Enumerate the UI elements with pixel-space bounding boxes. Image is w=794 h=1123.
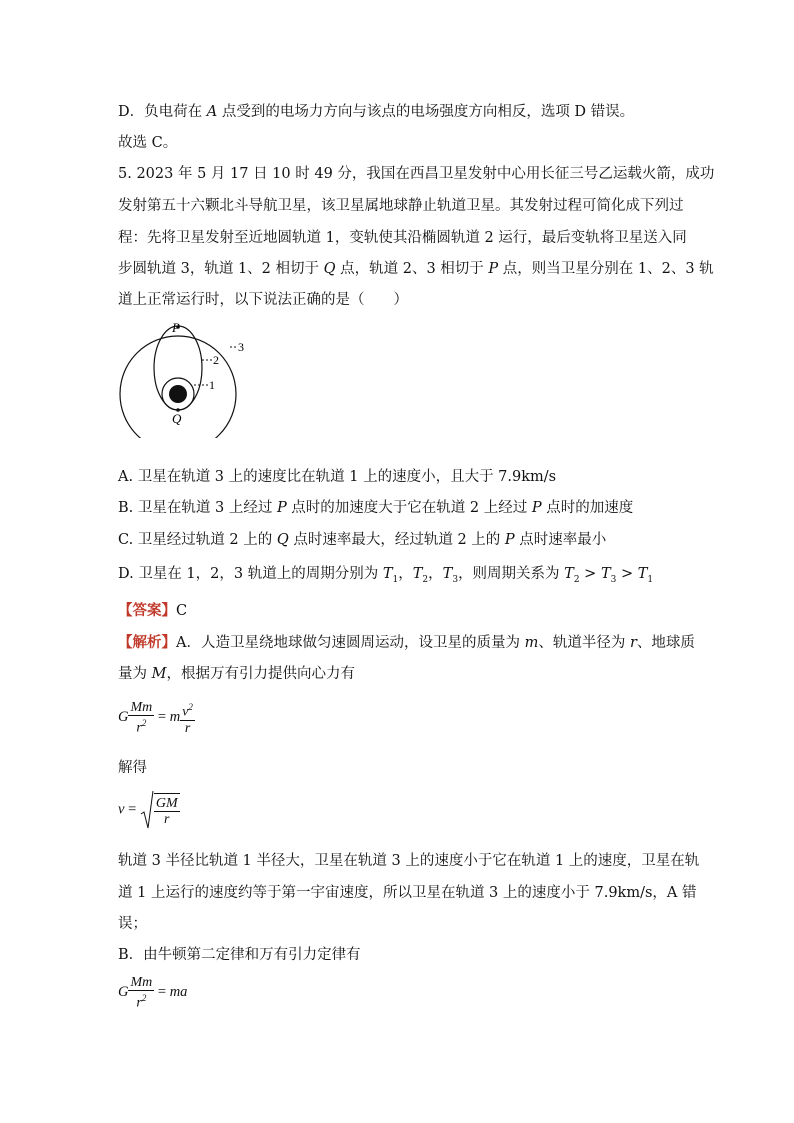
option-d-previous: D．负电荷在 A 点受到的电场力方向与该点的电场强度方向相反，选项 D 错误。 <box>118 104 635 120</box>
question-5-line-1: 5. 2023 年 5 月 17 日 10 时 49 分，我国在西昌卫星发射中心用长征三号乙运载火箭，成功 <box>118 166 715 182</box>
question-5-line-4: 步圆轨道 3，轨道 1、2 相切于 Q 点，轨道 2、3 相切于 P 点，则当卫星分别在 1、2、3 轨 <box>118 261 714 277</box>
formula-newton-second: G $\frac{Mm}{r^2}$ = ma <box>118 975 188 1011</box>
label-orbit-2: 2 <box>213 353 219 367</box>
question-5-line-5: 道上正常运行时，以下说法正确的是（ ） <box>118 292 408 308</box>
earth <box>169 385 187 403</box>
question-5-line-3: 程：先将卫星发射至近地圆轨道 1，变轨使其沿椭圆轨道 2 运行，最后变轨将卫星送入同 <box>118 230 687 246</box>
formula-velocity: v = $\frac{GM}{r}$ <box>118 790 180 830</box>
option-c: C. 卫星经过轨道 2 上的 Q 点时速率最大，经过轨道 2 上的 P 点时速率最小 <box>118 532 607 548</box>
analysis-line-6: B．由牛顿第二定律和万有引力定律有 <box>118 947 361 963</box>
label-q: Q <box>172 411 182 426</box>
option-d: D. 卫星在 1，2，3 轨道上的周期分别为 $T_1$，$T_2$，$T_3$，则周期关系为 $T_2 > T_3 > T_1$ <box>118 566 654 585</box>
option-b: B. 卫星在轨道 3 上经过 P 点时的加速度大于它在轨道 2 上经过 P 点时的加速度 <box>118 500 634 516</box>
analysis-line-3: 轨道 3 半径比轨道 1 半径大，卫星在轨道 3 上的速度小于它在轨道 1 上的速度，卫星在轨 <box>118 853 700 869</box>
analysis-line-5: 误； <box>118 916 147 932</box>
question-5-line-2: 发射第五十六颗北斗导航卫星，该卫星属地球静止轨道卫星。其发射过程可简化成下列过 <box>118 198 684 214</box>
option-a: A. 卫星在轨道 3 上的速度比在轨道 1 上的速度小，且大于 7.9km/s <box>118 469 557 485</box>
analysis-line-1: 【解析】A．人造卫星绕地球做匀速圆周运动，设卫星的质量为 m、轨道半径为 r、地球质 <box>118 634 695 651</box>
conclusion-previous: 故选 C。 <box>118 135 178 151</box>
label-orbit-3: 3 <box>238 340 244 354</box>
orbit-diagram <box>118 318 308 438</box>
analysis-line-4: 道 1 上运行的速度约等于第一宇宙速度，所以卫星在轨道 3 上的速度小于 7.9km/s，A 错 <box>118 885 697 901</box>
analysis-line-2: 量为 M，根据万有引力提供向心力有 <box>118 666 355 682</box>
formula-gravity-centripetal: G $\frac{Mm}{r^2}$ = m $\frac{v^2}{r}$ <box>118 700 193 736</box>
solve-label: 解得 <box>118 760 147 776</box>
label-p: P <box>172 320 180 335</box>
sqrt-symbol <box>140 790 154 830</box>
answer: 【答案】C <box>118 602 188 619</box>
label-orbit-1: 1 <box>209 378 215 392</box>
